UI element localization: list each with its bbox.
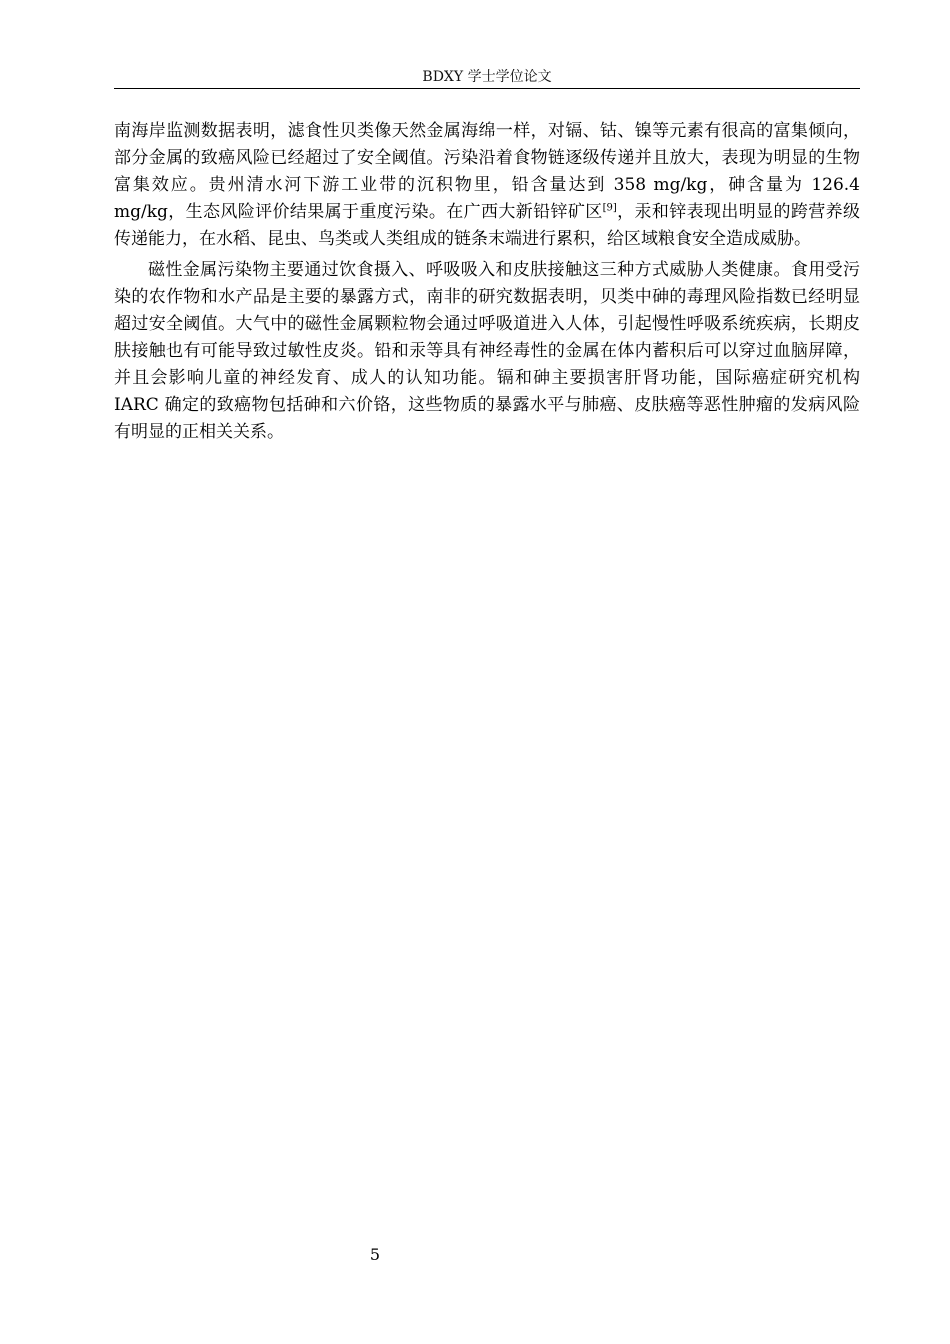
header-title: BDXY 学士学位论文 <box>422 69 552 85</box>
paragraph-1-text-b: ，汞和锌表现出明显的跨营养级传递能力，在水稻、昆虫、鸟类或人类组成的链条末端进行累积，给区域粮食安全造成威胁。 <box>114 202 860 249</box>
page-number: 5 <box>369 1245 381 1264</box>
citation-marker: [9] <box>602 202 617 214</box>
paragraph-1 <box>114 118 860 253</box>
running-header <box>114 66 860 89</box>
paragraph-1-text-a: 南海岸监测数据表明，滤食性贝类像天然金属海绵一样，对镉、钴、镍等元素有很高的富集倾向，部分金属的致癌风险已经超过了安全阈值。污染沿着食物链逐级传递并且放大，表现为明显的生物富集效应。贵州清水河下游工业带的沉积物里，铅含量达到 358 mg/kg，砷含量为 126.4 mg/kg，生态风险评价结果属于重度污染。在广西大新铅锌矿区 <box>114 121 860 222</box>
body-text <box>114 118 860 446</box>
paragraph-2: 磁性金属污染物主要通过饮食摄入、呼吸吸入和皮肤接触这三种方式威胁人类健康。食用受污染的农作物和水产品是主要的暴露方式，南非的研究数据表明，贝类中砷的毒理风险指数已经明显超过安全阈值。大气中的磁性金属颗粒物会通过呼吸道进入人体，引起慢性呼吸系统疾病，长期皮肤接触也有可能导致过敏性皮炎。铅和汞等具有神经毒性的金属在体内蓄积后可以穿过血脑屏障，并且会影响儿童的神经发育、成人的认知功能。镉和砷主要损害肝肾功能，国际癌症研究机构 IARC 确定的致癌物包括砷和六价铬，这些物质的暴露水平与肺癌、皮肤癌等恶性肿瘤的发病风险有明显的正相关关系。 <box>114 260 860 442</box>
